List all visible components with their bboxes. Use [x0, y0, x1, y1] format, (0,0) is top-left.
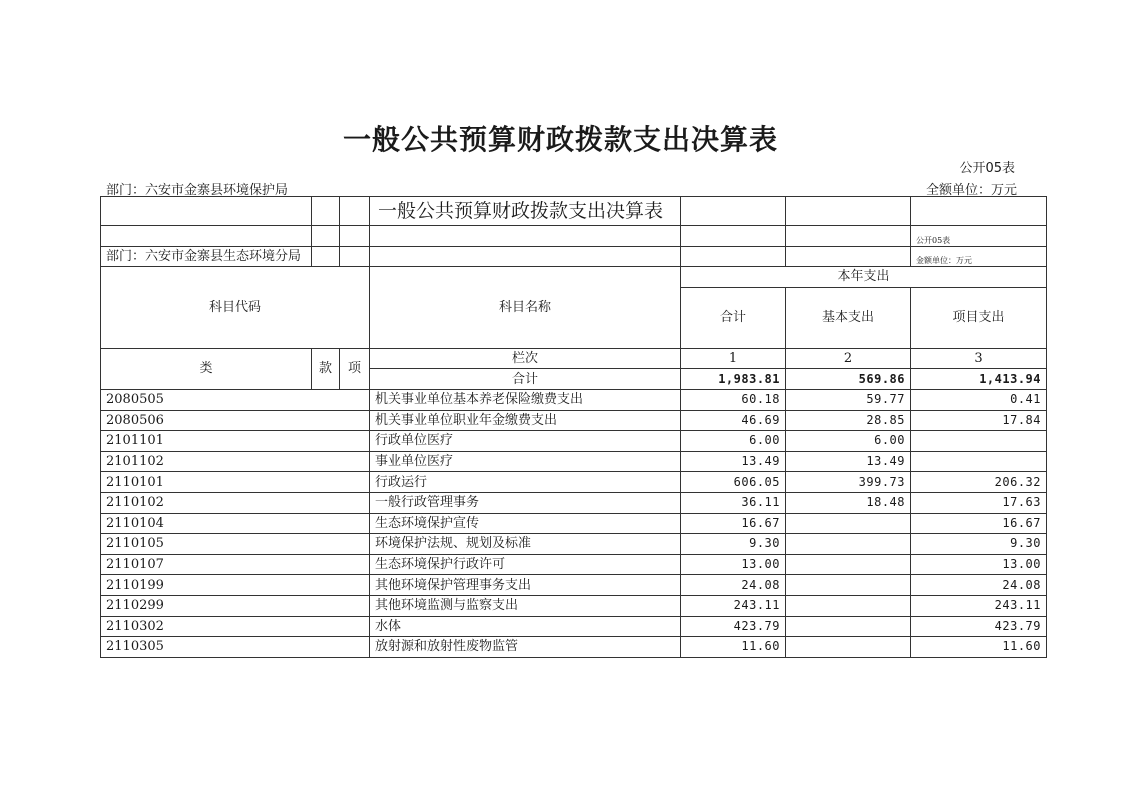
row-total: 11.60	[681, 637, 786, 658]
table-row	[101, 431, 1047, 452]
header-col3: 3	[911, 348, 1047, 369]
row-code: 2110104	[101, 513, 370, 534]
row-project: 13.00	[911, 554, 1047, 575]
header-total: 合计	[681, 287, 786, 348]
inner-title-row	[101, 197, 1047, 226]
row-basic	[786, 616, 911, 637]
inner-form-row	[101, 226, 1047, 247]
row-name: 其他环境保护管理事务支出	[370, 575, 681, 596]
row-project: 0.41	[911, 389, 1047, 410]
table-row	[101, 472, 1047, 493]
row-basic: 6.00	[786, 431, 911, 452]
row-total: 9.30	[681, 534, 786, 555]
row-name: 一般行政管理事务	[370, 492, 681, 513]
row-total: 46.69	[681, 410, 786, 431]
unit-label: 全额单位：万元	[925, 183, 1017, 198]
table-row	[101, 637, 1047, 658]
row-code: 2110101	[101, 472, 370, 493]
total-amount: 1,983.81	[681, 369, 786, 390]
row-code: 2101102	[101, 451, 370, 472]
row-project: 17.84	[911, 410, 1047, 431]
header-project: 项目支出	[911, 287, 1047, 348]
header-lei: 类	[101, 348, 312, 389]
row-project: 17.63	[911, 492, 1047, 513]
row-project: 243.11	[911, 595, 1047, 616]
row-basic	[786, 575, 911, 596]
row-project: 9.30	[911, 534, 1047, 555]
row-project: 16.67	[911, 513, 1047, 534]
table-body	[101, 197, 1047, 658]
table-row	[101, 389, 1047, 410]
row-name: 机关事业单位职业年金缴费支出	[370, 410, 681, 431]
row-name: 生态环境保护行政许可	[370, 554, 681, 575]
inner-table-title: 一般公共预算财政拨款支出决算表	[370, 197, 681, 226]
header-basic: 基本支出	[786, 287, 911, 348]
row-basic: 28.85	[786, 410, 911, 431]
row-code: 2080506	[101, 410, 370, 431]
row-project	[911, 431, 1047, 452]
inner-form-number: 公开05表	[911, 226, 1047, 247]
row-code: 2110107	[101, 554, 370, 575]
row-basic	[786, 595, 911, 616]
department-label: 部门：六安市金寨县环境保护局	[106, 183, 289, 198]
header-row-3	[101, 348, 1047, 369]
inner-dept-row	[101, 246, 1047, 267]
row-name: 行政单位医疗	[370, 431, 681, 452]
row-code: 2110305	[101, 637, 370, 658]
table-row	[101, 410, 1047, 431]
inner-department: 部门：六安市金寨县生态环境分局	[101, 246, 312, 267]
table-row	[101, 513, 1047, 534]
row-name: 水体	[370, 616, 681, 637]
row-project	[911, 451, 1047, 472]
row-total: 13.00	[681, 554, 786, 575]
page-title: 一般公共预算财政拨款支出决算表	[342, 123, 778, 156]
row-basic: 399.73	[786, 472, 911, 493]
total-project: 1,413.94	[911, 369, 1047, 390]
header-kuan: 款	[312, 348, 340, 389]
table-row	[101, 534, 1047, 555]
row-total: 423.79	[681, 616, 786, 637]
row-total: 24.08	[681, 575, 786, 596]
inner-unit: 金额单位：万元	[911, 246, 1047, 267]
header-name: 科目名称	[370, 267, 681, 349]
row-name: 放射源和放射性废物监管	[370, 637, 681, 658]
row-total: 16.67	[681, 513, 786, 534]
table-row	[101, 595, 1047, 616]
table-row	[101, 575, 1047, 596]
total-label: 合计	[370, 369, 681, 390]
header-code: 科目代码	[101, 267, 370, 349]
row-name: 其他环境监测与监察支出	[370, 595, 681, 616]
row-basic: 59.77	[786, 389, 911, 410]
row-basic	[786, 554, 911, 575]
row-code: 2110102	[101, 492, 370, 513]
total-basic: 569.86	[786, 369, 911, 390]
row-total: 60.18	[681, 389, 786, 410]
row-code: 2110199	[101, 575, 370, 596]
row-name: 机关事业单位基本养老保险缴费支出	[370, 389, 681, 410]
row-name: 事业单位医疗	[370, 451, 681, 472]
header-xiang: 项	[340, 348, 370, 389]
table-row	[101, 451, 1047, 472]
header-current-year: 本年支出	[681, 267, 1047, 288]
row-total: 606.05	[681, 472, 786, 493]
row-code: 2110302	[101, 616, 370, 637]
header-row-index: 栏次	[370, 348, 681, 369]
row-total: 36.11	[681, 492, 786, 513]
table-row	[101, 492, 1047, 513]
row-project: 24.08	[911, 575, 1047, 596]
row-name: 行政运行	[370, 472, 681, 493]
form-number: 公开05表	[959, 161, 1015, 176]
header-col1: 1	[681, 348, 786, 369]
header-col2: 2	[786, 348, 911, 369]
row-name: 环境保护法规、规划及标准	[370, 534, 681, 555]
expenditure-table	[100, 196, 1047, 658]
row-basic	[786, 513, 911, 534]
row-code: 2080505	[101, 389, 370, 410]
table-row	[101, 616, 1047, 637]
row-basic: 13.49	[786, 451, 911, 472]
row-code: 2110105	[101, 534, 370, 555]
row-basic	[786, 534, 911, 555]
row-basic: 18.48	[786, 492, 911, 513]
row-code: 2101101	[101, 431, 370, 452]
row-total: 13.49	[681, 451, 786, 472]
row-total: 6.00	[681, 431, 786, 452]
row-name: 生态环境保护宣传	[370, 513, 681, 534]
row-project: 206.32	[911, 472, 1047, 493]
row-project: 423.79	[911, 616, 1047, 637]
row-project: 11.60	[911, 637, 1047, 658]
row-total: 243.11	[681, 595, 786, 616]
row-code: 2110299	[101, 595, 370, 616]
table-row	[101, 554, 1047, 575]
header-row-1	[101, 267, 1047, 288]
row-basic	[786, 637, 911, 658]
